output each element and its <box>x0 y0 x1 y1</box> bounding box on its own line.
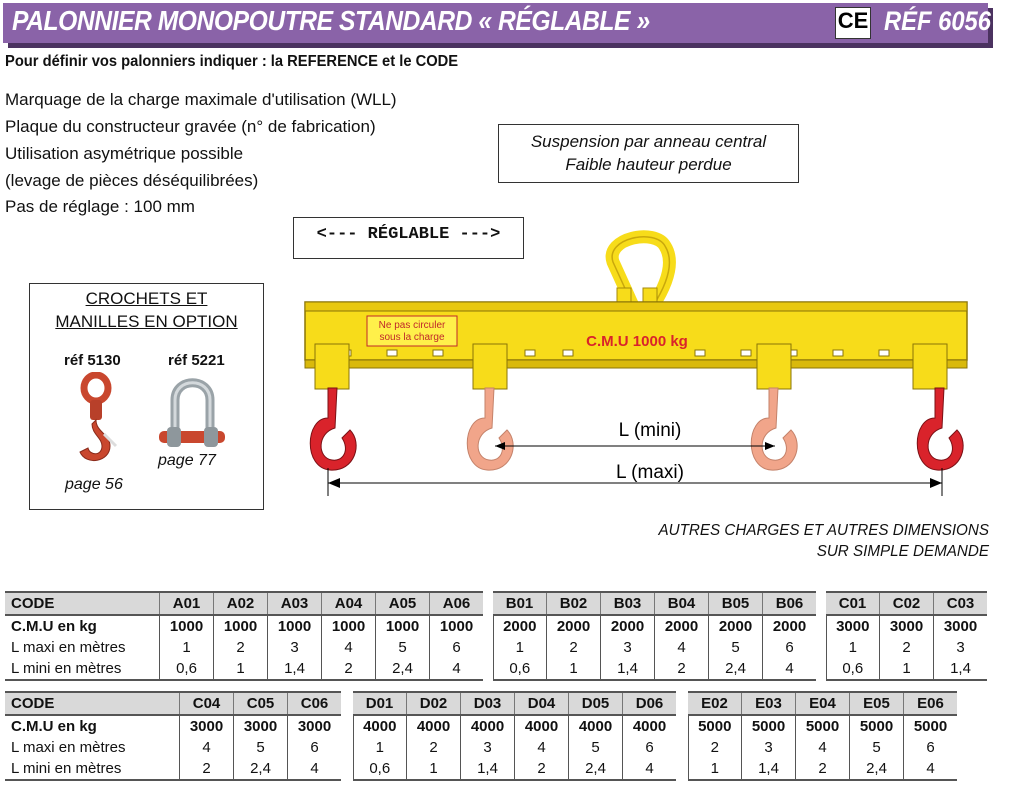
dimension-l-mini <box>495 442 775 450</box>
lmini-cell: 0,6 <box>493 658 547 680</box>
swivel-hook-icon <box>60 372 130 472</box>
row-label-cmu: C.M.U en kg <box>11 618 97 635</box>
l-maxi-label: L (maxi) <box>616 462 684 483</box>
code-cell: E04 <box>796 692 850 715</box>
lmaxi-cell: 5 <box>850 737 904 758</box>
lmaxi-cell: 4 <box>515 737 569 758</box>
spec-table-2 <box>5 691 957 781</box>
lmaxi-cell: 3 <box>601 637 655 658</box>
lmaxi-cell: 2 <box>880 637 934 658</box>
cmu-cell: 2000 <box>547 615 601 637</box>
lmini-cell: 1,4 <box>601 658 655 680</box>
cmu-cell: 4000 <box>407 715 461 737</box>
cmu-cell: 5000 <box>688 715 742 737</box>
row-label-lmaxi: L maxi en mètres <box>11 739 126 756</box>
lmini-cell: 1,4 <box>742 758 796 780</box>
lmini-cell: 1,4 <box>461 758 515 780</box>
code-cell: C01 <box>826 592 880 615</box>
lmaxi-cell: 5 <box>709 637 763 658</box>
lmini-cell: 2,4 <box>569 758 623 780</box>
cmu-cell: 1000 <box>430 615 484 637</box>
code-cell: D02 <box>407 692 461 715</box>
lmini-cell: 1 <box>688 758 742 780</box>
options-title-line: MANILLES EN OPTION <box>55 312 238 331</box>
lmini-cell: 2 <box>796 758 850 780</box>
cmu-cell: 3000 <box>288 715 342 737</box>
lmaxi-cell: 5 <box>569 737 623 758</box>
lmaxi-cell: 3 <box>461 737 515 758</box>
code-cell: D03 <box>461 692 515 715</box>
warning-text: sous la charge <box>379 332 445 343</box>
shackle-icon <box>155 375 230 455</box>
lmaxi-cell: 1 <box>353 737 407 758</box>
code-cell: C05 <box>234 692 288 715</box>
lmini-cell: 4 <box>904 758 958 780</box>
page-title: PALONNIER MONOPOUTRE STANDARD « RÉGLABLE » <box>12 5 650 36</box>
cmu-cell: 3000 <box>934 615 988 637</box>
lmaxi-cell: 4 <box>322 637 376 658</box>
code-cell: B03 <box>601 592 655 615</box>
row-label-lmini: L mini en mètres <box>5 658 160 680</box>
lmini-cell: 1,4 <box>934 658 988 680</box>
lmaxi-cell: 1 <box>493 637 547 658</box>
custom-request-line: SUR SIMPLE DEMANDE <box>816 543 989 560</box>
cmu-cell: 2000 <box>655 615 709 637</box>
lmaxi-cell: 3 <box>742 737 796 758</box>
cmu-cell: 4000 <box>569 715 623 737</box>
hook-icon <box>751 344 797 470</box>
feature-line: Marquage de la charge maximale d'utilisation (WLL) <box>5 90 397 109</box>
code-cell: E03 <box>742 692 796 715</box>
feature-line: Pas de réglage : 100 mm <box>5 197 195 216</box>
code-cell: A05 <box>376 592 430 615</box>
cmu-cell: 5000 <box>742 715 796 737</box>
custom-request-note <box>619 520 989 562</box>
lmaxi-cell: 6 <box>763 637 817 658</box>
code-cell: A03 <box>268 592 322 615</box>
code-cell: D05 <box>569 692 623 715</box>
code-cell: E02 <box>688 692 742 715</box>
code-cell: C02 <box>880 592 934 615</box>
lmaxi-cell: 6 <box>288 737 342 758</box>
cmu-cell: 1000 <box>160 615 214 637</box>
option-page-56: page 56 <box>65 476 123 493</box>
lmini-cell: 2,4 <box>234 758 288 780</box>
cmu-cell: 2000 <box>601 615 655 637</box>
cmu-cell: 4000 <box>515 715 569 737</box>
warning-text: Ne pas circuler <box>378 320 446 331</box>
lmini-cell: 1,4 <box>268 658 322 680</box>
suspension-line: Faible hauteur perdue <box>565 155 732 174</box>
spec-table-1 <box>5 591 987 681</box>
cmu-cell: 1000 <box>376 615 430 637</box>
code-cell: B06 <box>763 592 817 615</box>
lmini-cell: 2,4 <box>376 658 430 680</box>
code-cell: A04 <box>322 592 376 615</box>
suspension-line: Suspension par anneau central <box>530 132 767 151</box>
lmini-cell: 1 <box>547 658 601 680</box>
lmini-cell: 2 <box>655 658 709 680</box>
lmini-cell: 4 <box>623 758 677 780</box>
code-cell: A02 <box>214 592 268 615</box>
lmini-cell: 0,6 <box>826 658 880 680</box>
code-cell: B04 <box>655 592 709 615</box>
lmaxi-cell: 4 <box>655 637 709 658</box>
options-title-line: CROCHETS ET <box>85 289 208 308</box>
lmaxi-cell: 6 <box>623 737 677 758</box>
lmaxi-cell: 2 <box>214 637 268 658</box>
option-ref-5130: réf 5130 <box>64 352 121 369</box>
lmini-cell: 2 <box>180 758 234 780</box>
lmaxi-cell: 4 <box>796 737 850 758</box>
lmaxi-cell: 3 <box>934 637 988 658</box>
hook-icon <box>467 344 513 470</box>
options-title <box>29 287 264 333</box>
lmaxi-cell: 5 <box>234 737 288 758</box>
row-label-cmu: C.M.U en kg <box>11 718 97 735</box>
feature-line: Utilisation asymétrique possible <box>5 144 244 163</box>
option-page-77: page 77 <box>158 452 216 469</box>
cmu-cell: 2000 <box>493 615 547 637</box>
feature-line: Plaque du constructeur gravée (n° de fabrication) <box>5 117 376 136</box>
custom-request-line: AUTRES CHARGES ET AUTRES DIMENSIONS <box>658 522 989 539</box>
lmaxi-cell: 6 <box>904 737 958 758</box>
lifting-beam-diagram <box>295 228 985 503</box>
cmu-cell: 3000 <box>826 615 880 637</box>
lmini-cell: 1 <box>214 658 268 680</box>
cmu-cell: 5000 <box>796 715 850 737</box>
cmu-cell: 3000 <box>234 715 288 737</box>
code-cell: D04 <box>515 692 569 715</box>
cmu-cell: 5000 <box>904 715 958 737</box>
cmu-cell: 1000 <box>268 615 322 637</box>
hook-icon <box>310 344 356 470</box>
lmini-cell: 4 <box>430 658 484 680</box>
code-cell: A01 <box>160 592 214 615</box>
wll-marking: C.M.U 1000 kg <box>586 333 688 350</box>
l-mini-label: L (mini) <box>618 420 682 441</box>
ce-mark-label: CE <box>837 8 869 33</box>
row-label-code: CODE <box>5 592 160 615</box>
feature-line: (levage de pièces déséquilibrées) <box>5 171 259 190</box>
cmu-cell: 2000 <box>763 615 817 637</box>
row-label-lmaxi: L maxi en mètres <box>11 639 126 656</box>
cmu-cell: 2000 <box>709 615 763 637</box>
code-cell: B02 <box>547 592 601 615</box>
cmu-cell: 4000 <box>623 715 677 737</box>
code-cell: B05 <box>709 592 763 615</box>
cmu-cell: 1000 <box>214 615 268 637</box>
code-cell: A06 <box>430 592 484 615</box>
option-ref-5221: réf 5221 <box>168 352 225 369</box>
code-cell: D06 <box>623 692 677 715</box>
lmini-cell: 4 <box>288 758 342 780</box>
code-cell: E06 <box>904 692 958 715</box>
adjustable-label: <--- RÉGLABLE ---> <box>316 225 501 244</box>
code-cell: C03 <box>934 592 988 615</box>
lmini-cell: 1 <box>407 758 461 780</box>
lmini-cell: 2,4 <box>850 758 904 780</box>
lmini-cell: 4 <box>763 658 817 680</box>
row-label-lmini: L mini en mètres <box>5 758 180 780</box>
cmu-cell: 1000 <box>322 615 376 637</box>
lmini-cell: 0,6 <box>353 758 407 780</box>
lmaxi-cell: 6 <box>430 637 484 658</box>
row-label-code: CODE <box>5 692 180 715</box>
cmu-cell: 3000 <box>180 715 234 737</box>
cmu-cell: 4000 <box>461 715 515 737</box>
lmaxi-cell: 1 <box>826 637 880 658</box>
cmu-cell: 4000 <box>353 715 407 737</box>
code-cell: E05 <box>850 692 904 715</box>
lmaxi-cell: 2 <box>688 737 742 758</box>
lmaxi-cell: 2 <box>407 737 461 758</box>
code-cell: B01 <box>493 592 547 615</box>
suspension-note <box>498 124 799 183</box>
lmaxi-cell: 3 <box>268 637 322 658</box>
code-cell: C04 <box>180 692 234 715</box>
ordering-instruction: Pour définir vos palonniers indiquer : la REFERENCE et le CODE <box>5 53 459 70</box>
cmu-cell: 3000 <box>880 615 934 637</box>
lmini-cell: 2 <box>515 758 569 780</box>
lmaxi-cell: 4 <box>180 737 234 758</box>
lmini-cell: 2,4 <box>709 658 763 680</box>
lmini-cell: 2 <box>322 658 376 680</box>
lmaxi-cell: 1 <box>160 637 214 658</box>
code-cell: D01 <box>353 692 407 715</box>
cmu-cell: 5000 <box>850 715 904 737</box>
lmaxi-cell: 5 <box>376 637 430 658</box>
lmaxi-cell: 2 <box>547 637 601 658</box>
code-cell: C06 <box>288 692 342 715</box>
reference-code: RÉF 6056 <box>884 6 991 36</box>
lmini-cell: 1 <box>880 658 934 680</box>
lmini-cell: 0,6 <box>160 658 214 680</box>
